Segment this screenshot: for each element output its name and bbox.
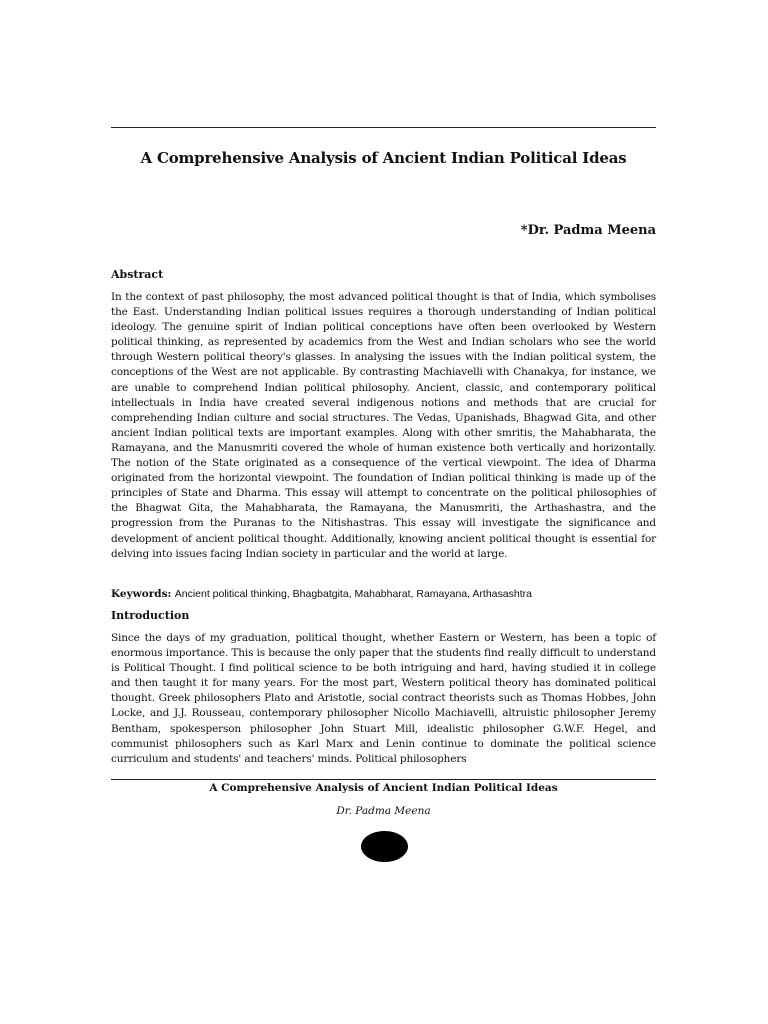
footer-author: Dr. Padma Meena [336, 805, 431, 817]
page-marker-shape [361, 831, 408, 862]
introduction-text: Since the days of my graduation, political thought, whether Eastern or Western, has been a topic of enormous importance. This is because the only paper that the students find really difficult to understand is Political Thought. I find political science to be both intriguing and hard, having studied it in college and then taught it for many years. For the most part, Western political theory has dominated political thought. Greek philosophers Plato and Aristotle, social contract theorists such as Thomas Hobbes, John Locke, and J.J. Rousseau, contemporary philosopher Nicollo Machiavelli, altruistic philosopher Jeremy Bentham, spokesperson philosopher John Stuart Mill, idealistic philosopher G.W.F. Hegel, and communist philosophers such as Karl Marx and Lenin continue to dominate the political science curriculum and students' and teachers' minds. Political philosophers [111, 632, 656, 765]
keywords-label: Keywords: [111, 588, 172, 600]
author-name: *Dr. Padma Meena [520, 223, 656, 238]
introduction-heading: Introduction [111, 609, 190, 622]
abstract-text: In the context of past philosophy, the most advanced political thought is that of India, which symbolises the East. Understanding Indian political issues requires a thorough understanding of Indian political ideology. The genuine spirit of Indian political conceptions have often been overlooked by Western political thinking, as represented by academics from the West and Indian scholars who see the world through Western political theory's glasses. In analysing the issues with the Indian political system, the conceptions of the West are not applicable. By contrasting Machiavelli with Chanakya, for instance, we are unable to comprehend Indian political philosophy. Ancient, classic, and contemporary political intellectuals in India have created several indigenous notions and methods that are crucial for comprehending Indian culture and social structures. The Vedas, Upanishads, Bhagwad Gita, and other ancient Indian political texts are important examples. Along with other smritis, the Mahabharata, the Ramayana, and the Manusmriti covered the whole of human existence both vertically and horizontally. The notion of the State originated as a consequence of the vertical viewpoint. The idea of Dharma originated from the horizontal viewpoint. The foundation of Indian political thinking is made up of the principles of State and Dharma. This essay will attempt to concentrate on the political philosophies of the Bhagwat Gita, the Mahabharata, the Ramayana, the Manusmriti, the Arthashastra, and the progression from the Puranas to the Nitishastras. This essay will investigate the significance and development of ancient political thought. Additionally, knowing ancient political thought is essential for delving into issues facing Indian society in particular and the world at large. [111, 291, 656, 560]
keywords-text: Ancient political thinking, Bhagbatgita, Mahabharat, Ramayana, Arthasashtra [174, 588, 532, 600]
header-rule [111, 127, 656, 128]
footer-title: A Comprehensive Analysis of Ancient Indian Political Ideas [209, 782, 558, 794]
abstract-heading: Abstract [111, 268, 164, 281]
paper-title: A Comprehensive Analysis of Ancient Indian Political Ideas [140, 149, 627, 167]
keywords-line [111, 587, 656, 601]
footer-rule [111, 779, 656, 780]
